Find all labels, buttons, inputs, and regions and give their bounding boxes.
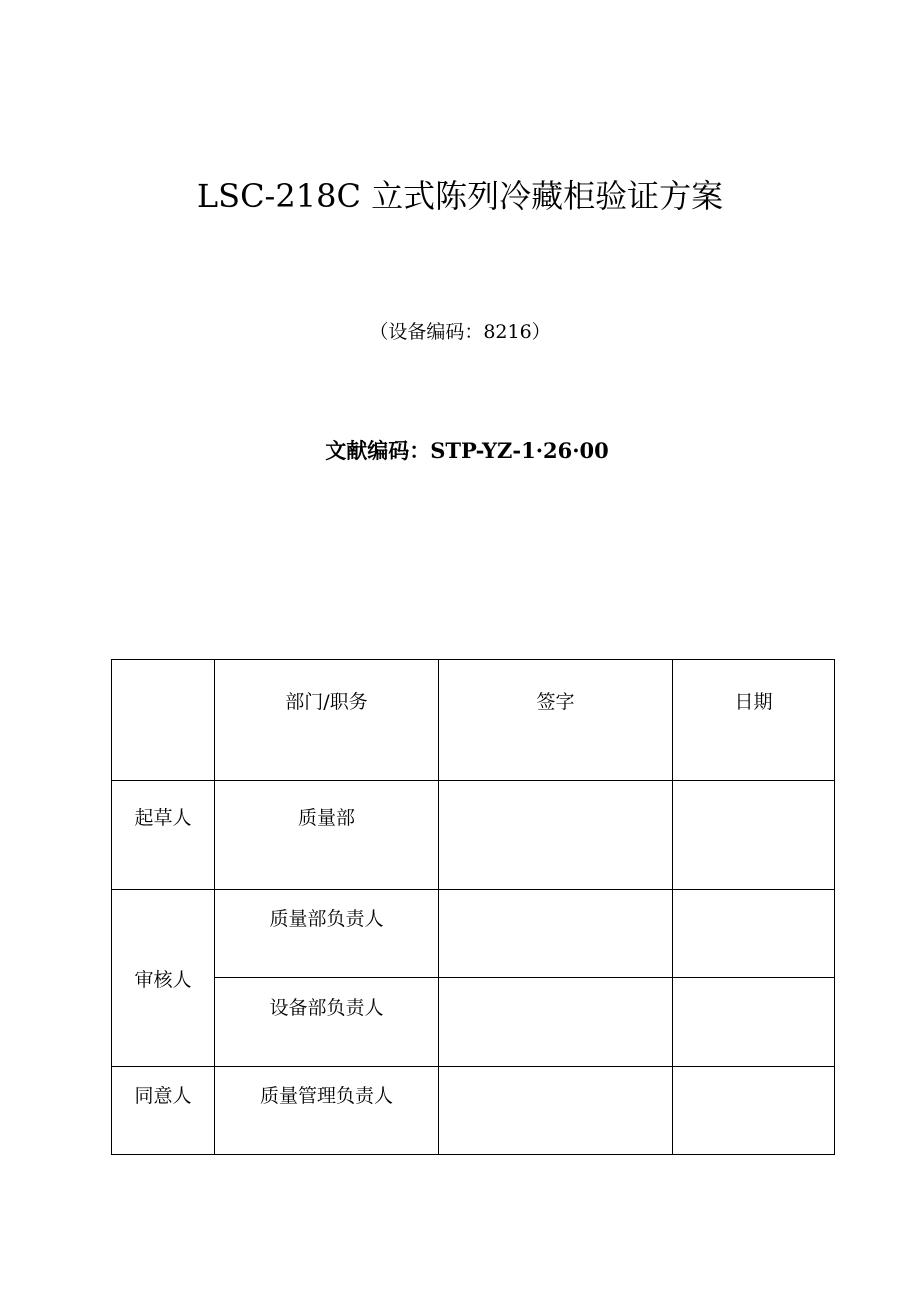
role-drafter: 起草人 [112, 781, 215, 890]
signature-cell[interactable] [439, 890, 673, 978]
dept-quality-management-head: 质量管理负责人 [215, 1067, 439, 1155]
header-signature: 签字 [439, 660, 673, 781]
table-row-reviewer-1 [112, 890, 835, 978]
device-code: （设备编码：8216） [369, 321, 551, 343]
signature-cell[interactable] [439, 781, 673, 890]
table-header-row [112, 660, 835, 781]
date-cell[interactable] [673, 978, 835, 1067]
header-dept: 部门/职务 [215, 660, 439, 781]
table-row-approver [112, 1067, 835, 1155]
dept-quality: 质量部 [215, 781, 439, 890]
date-cell[interactable] [673, 781, 835, 890]
signature-cell[interactable] [439, 1067, 673, 1155]
signature-table [111, 659, 835, 1155]
table-row-drafter [112, 781, 835, 890]
role-approver: 同意人 [112, 1067, 215, 1155]
header-blank-cell [112, 660, 215, 781]
header-date: 日期 [673, 660, 835, 781]
signature-cell[interactable] [439, 978, 673, 1067]
dept-equipment-head: 设备部负责人 [215, 978, 439, 1067]
role-reviewer: 审核人 [112, 890, 215, 1067]
dept-quality-head: 质量部负责人 [215, 890, 439, 978]
date-cell[interactable] [673, 1067, 835, 1155]
date-cell[interactable] [673, 890, 835, 978]
document-title: LSC-218C 立式陈列冷藏柜验证方案 [196, 177, 724, 215]
document-number: 文献编码：STP-YZ-1·26·00 [325, 438, 609, 463]
table-row-reviewer-2 [112, 978, 835, 1067]
